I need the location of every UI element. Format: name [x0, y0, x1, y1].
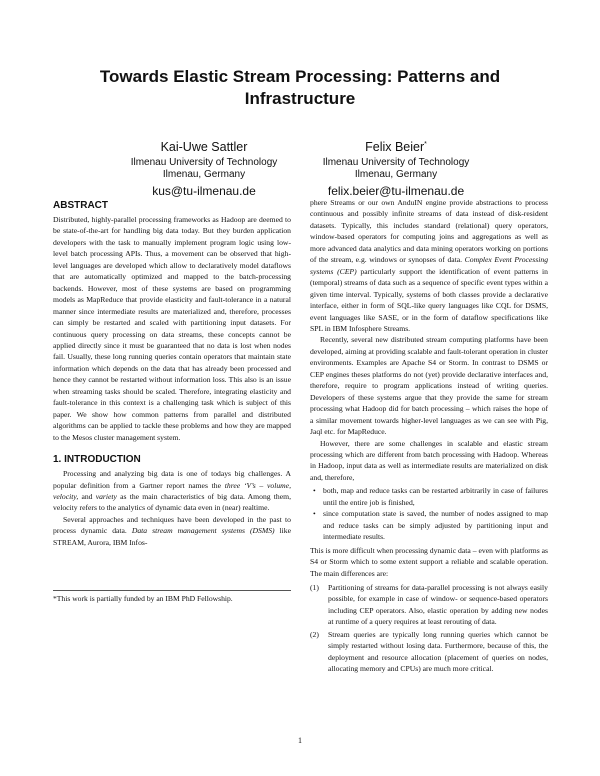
author-affiliation: Ilmenau University of Technology: [322, 157, 470, 169]
right-paragraph-1: phere Streams or our own AnduIN engine provide abstractions to process continuous and possibly infinite streams of data instead of disk-resident datasets. Typically, this includes standard (relational) query operators, window-based operators for computing joins and aggregations as well as more advanced data analytics and data mining operators working on portions of the stream, e.g. windows or synopses of data. Complex Event Processing systems (CEP) particularly support the identification of event patterns in (temporal) streams of data such as a sequence of specific event types within a given time interval. Typically, systems of both classes provide a declarative interface, either in form of SQL-like query languages like CQL for DSMS, event languages like SASE, or in the form of dataflow specifications like SPL in IBM Infosphere Streams.: [310, 198, 549, 333]
author-name: Felix Beier*: [365, 140, 427, 155]
footnote: *This work is partially funded by an IBM PhD Fellowship.: [53, 590, 291, 604]
author-block-1: [104, 137, 304, 199]
abstract-heading: ABSTRACT: [53, 200, 108, 211]
intro-paragraph-2: Several approaches and techniques have been developed in the past to process dynamic data. Data stream management systems (DSMS) like STREAM, Aurora, IBM Infos-: [53, 514, 292, 547]
author-location: Ilmenau, Germany: [162, 169, 246, 181]
list-item: • both, map and reduce tasks can be restarted arbitrarily in case of failures until the entire job is finished,: [310, 485, 548, 508]
author-email: kus@tu-ilmenau.de: [152, 184, 256, 199]
author-affiliation: Ilmenau University of Technology: [130, 157, 278, 169]
abstract-text: Distributed, highly-parallel processing frameworks as Hadoop are deemed to be state-of-the-art for handling big data today. But they burden application developers with the task to manually implement program logic using low-level batch processing APIs. Thus, a movement can be observed that high-level languages are developed which allow to declaratively model dataflows that are automatically optimized and mapped to the batch-processing backends. However, most of these systems are based on programming models as MapReduce that provide elasticity and fault-tolerance in a natural manner since intermediate results are materialized and, therefore, processes can simply be restarted and scaled with partitioning input datasets. For continuous query processing on data streams, these concepts cannot be applied directly since it must be guaranteed that no data is lost when nodes fail. Usually, these long running queries contain operators that maintain state information which depends on the data that has already been processed and hence they cannot be restarted without information loss. This also is an issue when streaming tasks should be scaled. Therefore, integrating elasticity and fault-tolerance in this context is a challenging task which is subject of this paper. We show how common patterns from parallel and distributed algorithms can be applied to tackle these problems and how they are mapped to the Mesos cluster management system.: [53, 215, 291, 442]
author-location: Ilmenau, Germany: [354, 169, 438, 181]
right-column: [310, 197, 548, 676]
list-item: • since computation state is saved, the number of nodes assigned to map and reduce tasks can be simply adjusted by partitioning input and intermediate results.: [310, 508, 548, 542]
intro-paragraph-1: Processing and analyzing big data is one of todays big challenges. A popular definition from a Gartner report names the three ‘V’s – volume, velocity, and variety as the main characteristics of big data. Among them, velocity refers to the analytics of dynamic data even in (near) realtime.: [53, 469, 291, 513]
list-item: (2) Stream queries are typically long running queries which cannot be simply restarted without losing data. Furthermore, because of this, the deployment and resource allocation (placement of queries on nodes, allocating memory and CPUs) are much more critical.: [310, 629, 548, 674]
author-name: Kai-Uwe Sattler: [160, 140, 248, 155]
right-paragraph-4: This is more difficult when processing dynamic data – even with platforms as S4 or Storm which to some extent support a reliable and scalable operation. The main differences are:: [310, 545, 548, 578]
right-paragraph-2: Recently, several new distributed stream computing platforms have been developed, aiming at providing scalable and fault-tolerant operation in cluster environments. Examples are Apache S4 or Storm. In contrast to DSMS or CEP engines theses platforms do not (yet) provide declarative interfaces and, therefore, require to program applications instead of writing queries. Developers of these systems argue that they provide the same for stream processing what Hadoop did for batch processing – which raises the hope of a similar movement towards higher-level languages as we can see with Pig, Jaql etc. for MapReduce.: [310, 335, 548, 437]
right-paragraph-3: However, there are some challenges in scalable and elastic stream processing which are different from batch processing with Hadoop. Whereas in Hadoop, input data as well as intermediate results are materialized on disk and, therefore,: [310, 438, 548, 482]
numbered-list: [310, 582, 548, 675]
section-heading-introduction: 1. INTRODUCTION: [53, 454, 141, 466]
author-block-2: [296, 137, 496, 199]
author-email: felix.beier@tu-ilmenau.de: [327, 184, 465, 199]
left-column: [53, 199, 291, 548]
paper-title: Towards Elastic Stream Processing: Patterns and Infrastructure: [99, 67, 501, 108]
list-item: (1) Partitioning of streams for data-parallel processing is not always easily possible, for example in case of window- or sequence-based operators including CEP operators. Also, elastic operation by adding new nodes at runtime of a query requires at least rerouting of data.: [310, 582, 548, 627]
bullet-list: [310, 485, 548, 542]
page-number: 1: [298, 736, 302, 745]
